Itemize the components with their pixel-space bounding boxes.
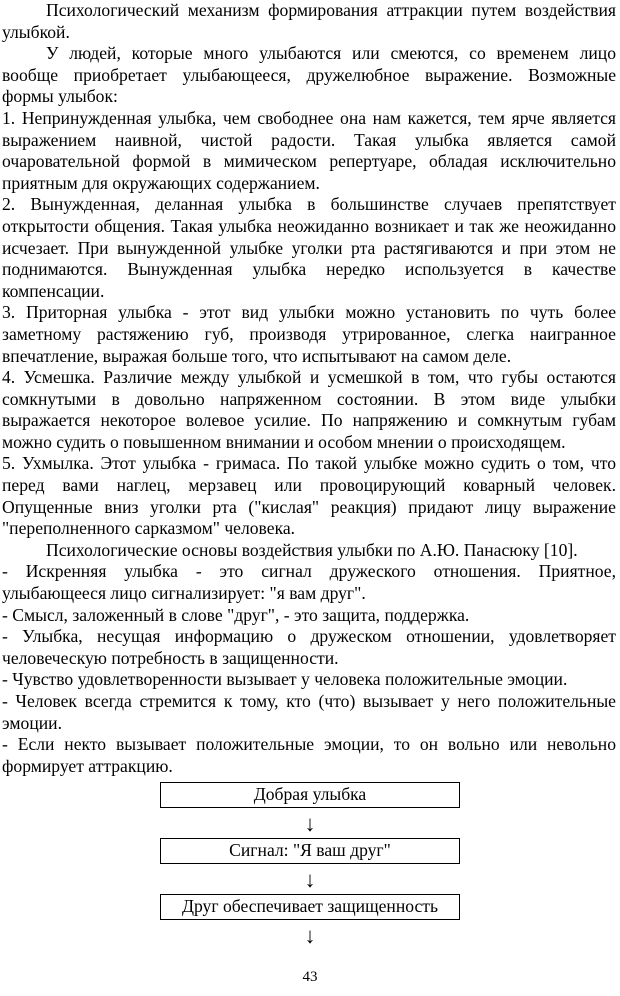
flow-box-kind-smile: Добрая улыбка (160, 782, 460, 808)
list-item-3: 3. Приторная улыбка - этот вид улыбки можно установить по чуть более заметному растяжению губ, производя утрированное, слегка наигранное впечатление, выражая больше того, что испытывают на самом деле. (2, 302, 616, 366)
section-heading: Психологические основы воздействия улыбки по А.Ю. Панасюку [10]. (46, 539, 578, 560)
bullet-item: - Смысл, заложенный в слове "друг", - это защита, поддержка. (2, 604, 470, 625)
flowchart (0, 782, 620, 962)
down-arrow-icon: ↓ (304, 923, 316, 948)
bullet-item: - Человек всегда стремится к тому, кто (что) вызывает у него положительные эмоции. (2, 691, 616, 733)
list-item-5: 5. Ухмылка. Этот улыбка - гримаса. По такой улыбке можно судить о том, что перед вами наглец, мерзавец или провоцирующий коварный человек. Опущенные вниз уголки рта ("кислая" реакция) придают лицу выражение "переполненного сарказмом" человека. (2, 453, 616, 539)
flow-box-friend-security: Друг обеспечивает защищенность (160, 894, 460, 920)
bullet-item: - Искренняя улыбка - это сигнал дружеского отношения. Приятное, улыбающееся лицо сигнализирует: "я вам друг". (2, 561, 616, 604)
heading-paragraph: Психологический механизм формирования аттракции путем воздействия улыбкой. (2, 0, 616, 42)
flow-box-signal: Сигнал: "Я ваш друг" (160, 838, 460, 864)
bullet-item: - Улыбка, несущая информацию о дружеском отношении, удовлетворяет человеческую потребность в защищенности. (2, 626, 616, 668)
page-number: 43 (302, 969, 318, 985)
intro-paragraph: У людей, которые много улыбаются или смеются, со временем лицо вообще приобретает улыбающееся, дружелюбное выражение. Возможные формы улыбок: (2, 43, 616, 107)
down-arrow-icon: ↓ (304, 811, 316, 836)
list-item-2: 2. Вынужденная, деланная улыбка в большинстве случаев препятствует открытости общения. Такая улыбка неожиданно возникает и так же неожиданно исчезает. При вынужденной улыбке уголки рта растягиваются и при этом не поднимаются. Вынужденная улыбка нередко используется в качестве компенсации. (2, 194, 616, 301)
bullet-item: - Если некто вызывает положительные эмоции, то он вольно или невольно формирует аттракцию. (2, 734, 616, 776)
document-page (2, 0, 616, 777)
down-arrow-icon: ↓ (304, 867, 316, 892)
list-item-1: 1. Непринужденная улыбка, чем свободнее она нам кажется, тем ярче является выражением наивной, чистой радости. Такая улыбка является самой очаровательной формой в мимическом репертуаре, обладая исключительно приятным для окружающих содержанием. (2, 107, 616, 193)
list-item-4: 4. Усмешка. Различие между улыбкой и усмешкой в том, что губы остаются сомкнутыми в довольно напряженном состоянии. В этом виде улыбки выражается некоторое волевое усилие. По напряжению и сомкнутым губам можно судить о повышенном внимании и особом мнении о происходящем. (2, 367, 616, 452)
bullet-item: - Чувство удовлетворенности вызывает у человека положительные эмоции. (2, 669, 568, 690)
